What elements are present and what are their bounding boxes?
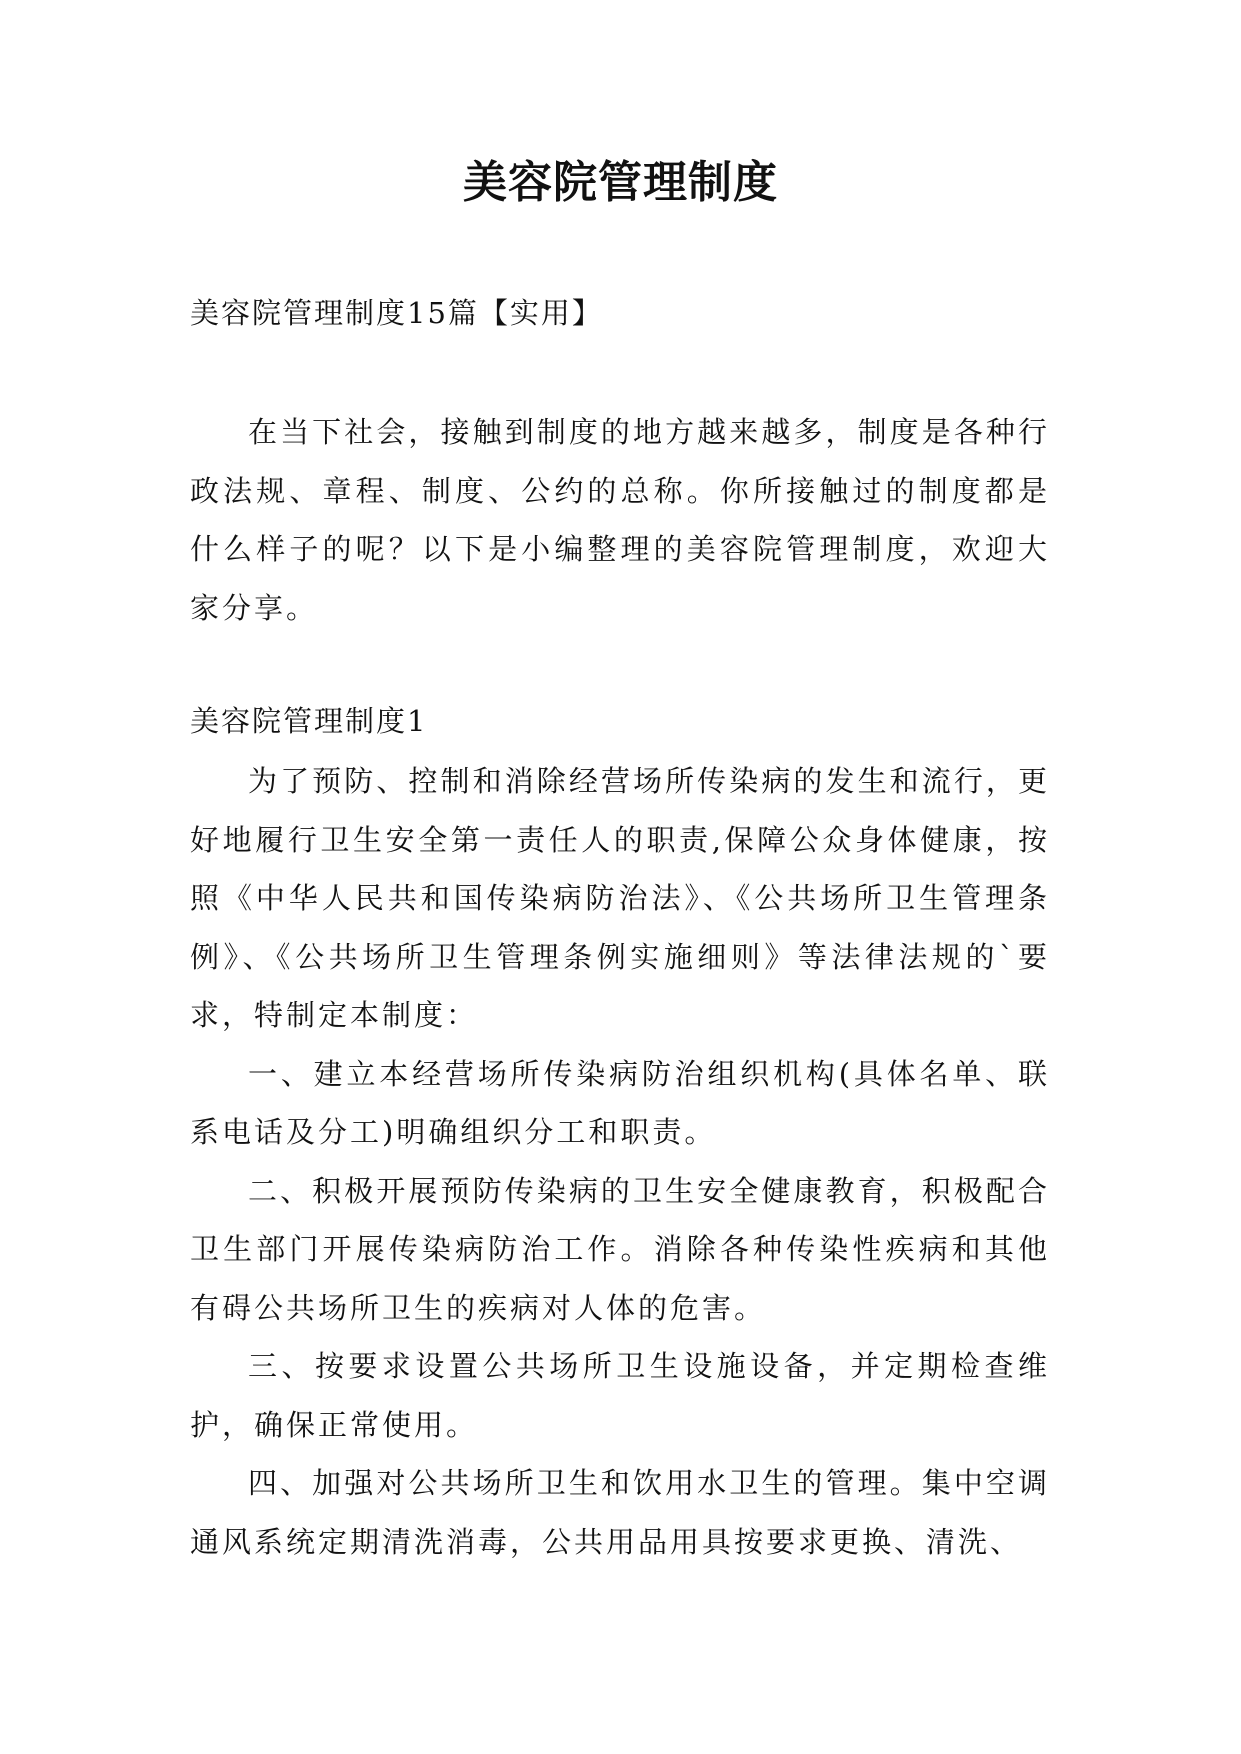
section-heading: 美容院管理制度1 bbox=[190, 704, 428, 738]
body-paragraph: 为了预防、控制和消除经营场所传染病的发生和流行，更好地履行卫生安全第一责任人的职责,保障公众身体健康，按照《中华人民共和国传染病防治法》、《公共场所卫生管理条例》、《公共场所卫生管理条例实施细则》等法律法规的`要求，特制定本制度： bbox=[190, 764, 1050, 1032]
document-title: 美容院管理制度 bbox=[463, 157, 778, 208]
body-paragraph: 三、按要求设置公共场所卫生设施设备，并定期检查维护，确保正常使用。 bbox=[190, 1349, 1050, 1442]
body-paragraph: 四、加强对公共场所卫生和饮用水卫生的管理。集中空调通风系统定期清洗消毒，公共用品用具按要求更换、清洗、 bbox=[190, 1466, 1050, 1559]
section-body bbox=[190, 752, 1050, 1571]
intro-paragraph: 在当下社会，接触到制度的地方越来越多，制度是各种行政法规、章程、制度、公约的总称。你所接触过的制度都是什么样子的呢？以下是小编整理的美容院管理制度，欢迎大家分享。 bbox=[190, 415, 1050, 625]
body-paragraph: 一、建立本经营场所传染病防治组织机构(具体名单、联系电话及分工)明确组织分工和职责。 bbox=[190, 1056, 1050, 1149]
document-subtitle: 美容院管理制度15篇【实用】 bbox=[190, 296, 603, 330]
body-paragraph: 二、积极开展预防传染病的卫生安全健康教育，积极配合卫生部门开展传染病防治工作。消除各种传染性疾病和其他有碍公共场所卫生的疾病对人体的危害。 bbox=[190, 1173, 1050, 1325]
intro-block bbox=[190, 403, 1050, 637]
